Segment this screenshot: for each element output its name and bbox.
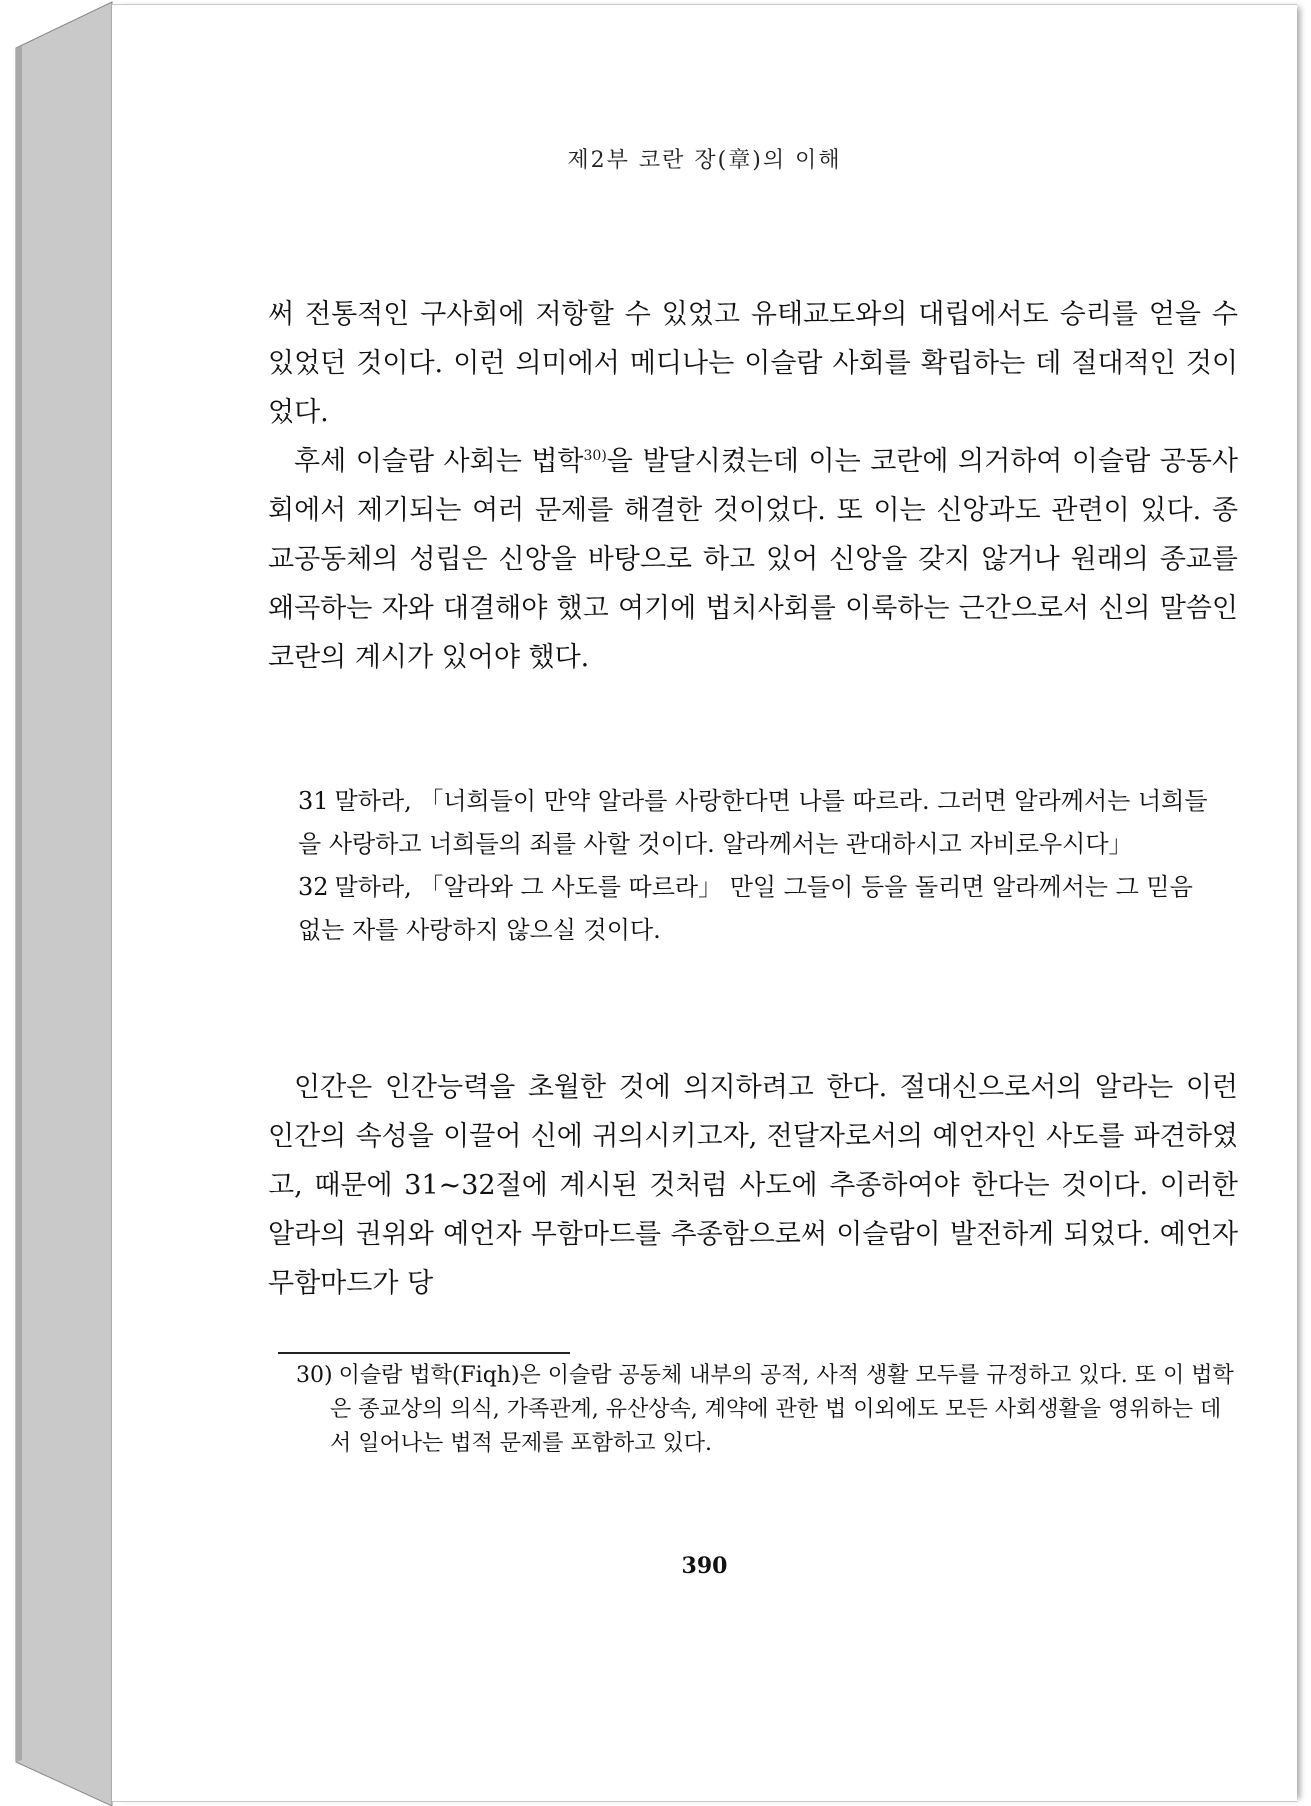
paragraph: 인간은 인간능력을 초월한 것에 의지하려고 한다. 절대신으로서의 알라는 이런 인간의 속성을 이끌어 신에 귀의시키고자, 전달자로서의 예언자인 사도를 파견하였고, 때문에 31~32절에 계시된 것처럼 사도에 추종하여야 한다는 것이다. 이러한 알라의 권위와 예언자 무함마드를 추종함으로써 이슬람이 발전하게 되었다. 예언자 무함마드가 당 [268, 1072, 1238, 1299]
body-text [268, 1063, 1238, 1308]
verse-number: 31 [298, 787, 329, 815]
footnote-number: 30) [296, 1363, 333, 1388]
footnote-text: 이슬람 법학(Fiqh)은 이슬람 공동체 내부의 공적, 사적 생활 모두를 규정하고 있다. 또 이 법학은 종교상의 의식, 가족관계, 유산상속, 계약에 관한 법 이외에도 모든 사회생활을 영위하는 데서 일어나는 법적 문제를 포함하고 있다. [330, 1363, 1234, 1456]
footnote-divider [278, 1352, 570, 1354]
verse-block [298, 780, 1218, 952]
document-page [112, 4, 1297, 1802]
book-spine-edge [0, 0, 120, 1806]
footnote-ref[interactable]: 30) [583, 448, 607, 464]
verse [298, 866, 1218, 952]
body-text [268, 290, 1238, 682]
verse [298, 780, 1218, 866]
page-number: 390 [681, 1553, 728, 1579]
verse-number: 32 [298, 873, 329, 901]
footnote-entry [296, 1359, 1238, 1461]
running-header: 제2부 코란 장(章)의 이해 [567, 148, 842, 173]
paragraph-text: 을 발달시켰는데 이는 코란에 의거하여 이슬람 공동사회에서 제기되는 여러 문제를 해결한 것이었다. 또 이는 신앙과도 관련이 있다. 종교공동체의 성립은 신앙을 바탕으로 하고 있어 신앙을 갖지 않거나 원래의 종교를 왜곡하는 자와 대결해야 했고 여기에 법치사회를 이룩하는 근간으로서 신의 말씀인 코란의 계시가 있어야 했다. [268, 446, 1238, 673]
paragraph [268, 437, 1238, 682]
verse-text: 말하라, 「너희들이 만약 알라를 사랑한다면 나를 따르라. 그러면 알라께서는 너희들을 사랑하고 너희들의 죄를 사할 것이다. 알라께서는 관대하시고 자비로우시다」 [298, 787, 1208, 858]
paragraph: 써 전통적인 구사회에 저항할 수 있었고 유태교도와의 대립에서도 승리를 얻을 수 있었던 것이다. 이런 의미에서 메디나는 이슬람 사회를 확립하는 데 절대적인 것이었다. [268, 299, 1238, 428]
verse-text: 말하라, 「알라와 그 사도를 따르라」 만일 그들이 등을 돌리면 알라께서는 그 믿음 없는 자를 사랑하지 않으실 것이다. [298, 873, 1193, 944]
paragraph-text: 후세 이슬람 사회는 법학 [294, 446, 584, 477]
footnote [296, 1359, 1238, 1461]
